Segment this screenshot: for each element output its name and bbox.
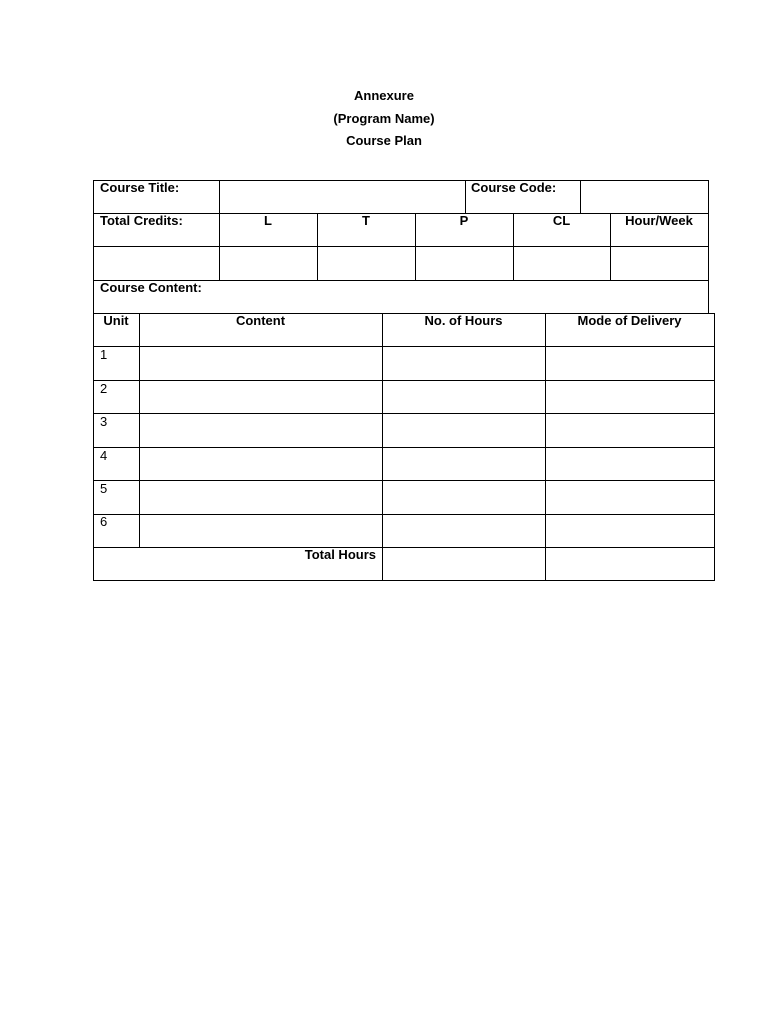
course-plan-heading: Course Plan xyxy=(346,133,422,148)
unit-number: 5 xyxy=(100,481,108,496)
table-rule xyxy=(708,180,709,314)
table-rule xyxy=(93,413,715,414)
table-rule xyxy=(580,180,581,213)
table-rule xyxy=(93,180,94,314)
total-credits-label: Total Credits: xyxy=(100,213,183,228)
table-rule xyxy=(93,313,94,581)
table-rule xyxy=(93,346,715,347)
header-no-of-hours: No. of Hours xyxy=(424,313,503,328)
unit-number: 4 xyxy=(100,448,108,463)
unit-number: 2 xyxy=(100,381,108,396)
table-rule xyxy=(93,447,715,448)
table-rule xyxy=(93,380,715,381)
program-name-heading: (Program Name) xyxy=(333,111,435,126)
unit-number: 1 xyxy=(100,347,108,362)
table-rule xyxy=(382,313,383,581)
header-content: Content xyxy=(235,313,286,328)
table-rule xyxy=(219,180,220,213)
table-rule xyxy=(465,180,466,213)
credit-col-cl: CL xyxy=(552,213,571,228)
total-hours-label: Total Hours xyxy=(304,547,376,562)
unit-number: 3 xyxy=(100,414,108,429)
course-title-label: Course Title: xyxy=(100,180,180,195)
header-mode-of-delivery: Mode of Delivery xyxy=(577,313,682,328)
course-content-label: Course Content: xyxy=(100,280,202,295)
table-rule xyxy=(93,246,709,247)
table-rule xyxy=(93,180,709,181)
credit-col-l: L xyxy=(264,213,272,228)
course-code-label: Course Code: xyxy=(471,180,557,195)
credit-col-hour-week: Hour/Week xyxy=(625,213,693,228)
table-rule xyxy=(139,313,140,547)
table-rule xyxy=(93,480,715,481)
annexure-heading: Annexure xyxy=(354,88,414,103)
credit-col-t: T xyxy=(362,213,370,228)
unit-number: 6 xyxy=(100,514,108,529)
table-rule xyxy=(93,514,715,515)
table-rule xyxy=(714,313,715,581)
table-rule xyxy=(545,313,546,581)
credit-col-p: P xyxy=(459,213,469,228)
table-rule xyxy=(93,580,715,581)
header-unit: Unit xyxy=(103,313,129,328)
